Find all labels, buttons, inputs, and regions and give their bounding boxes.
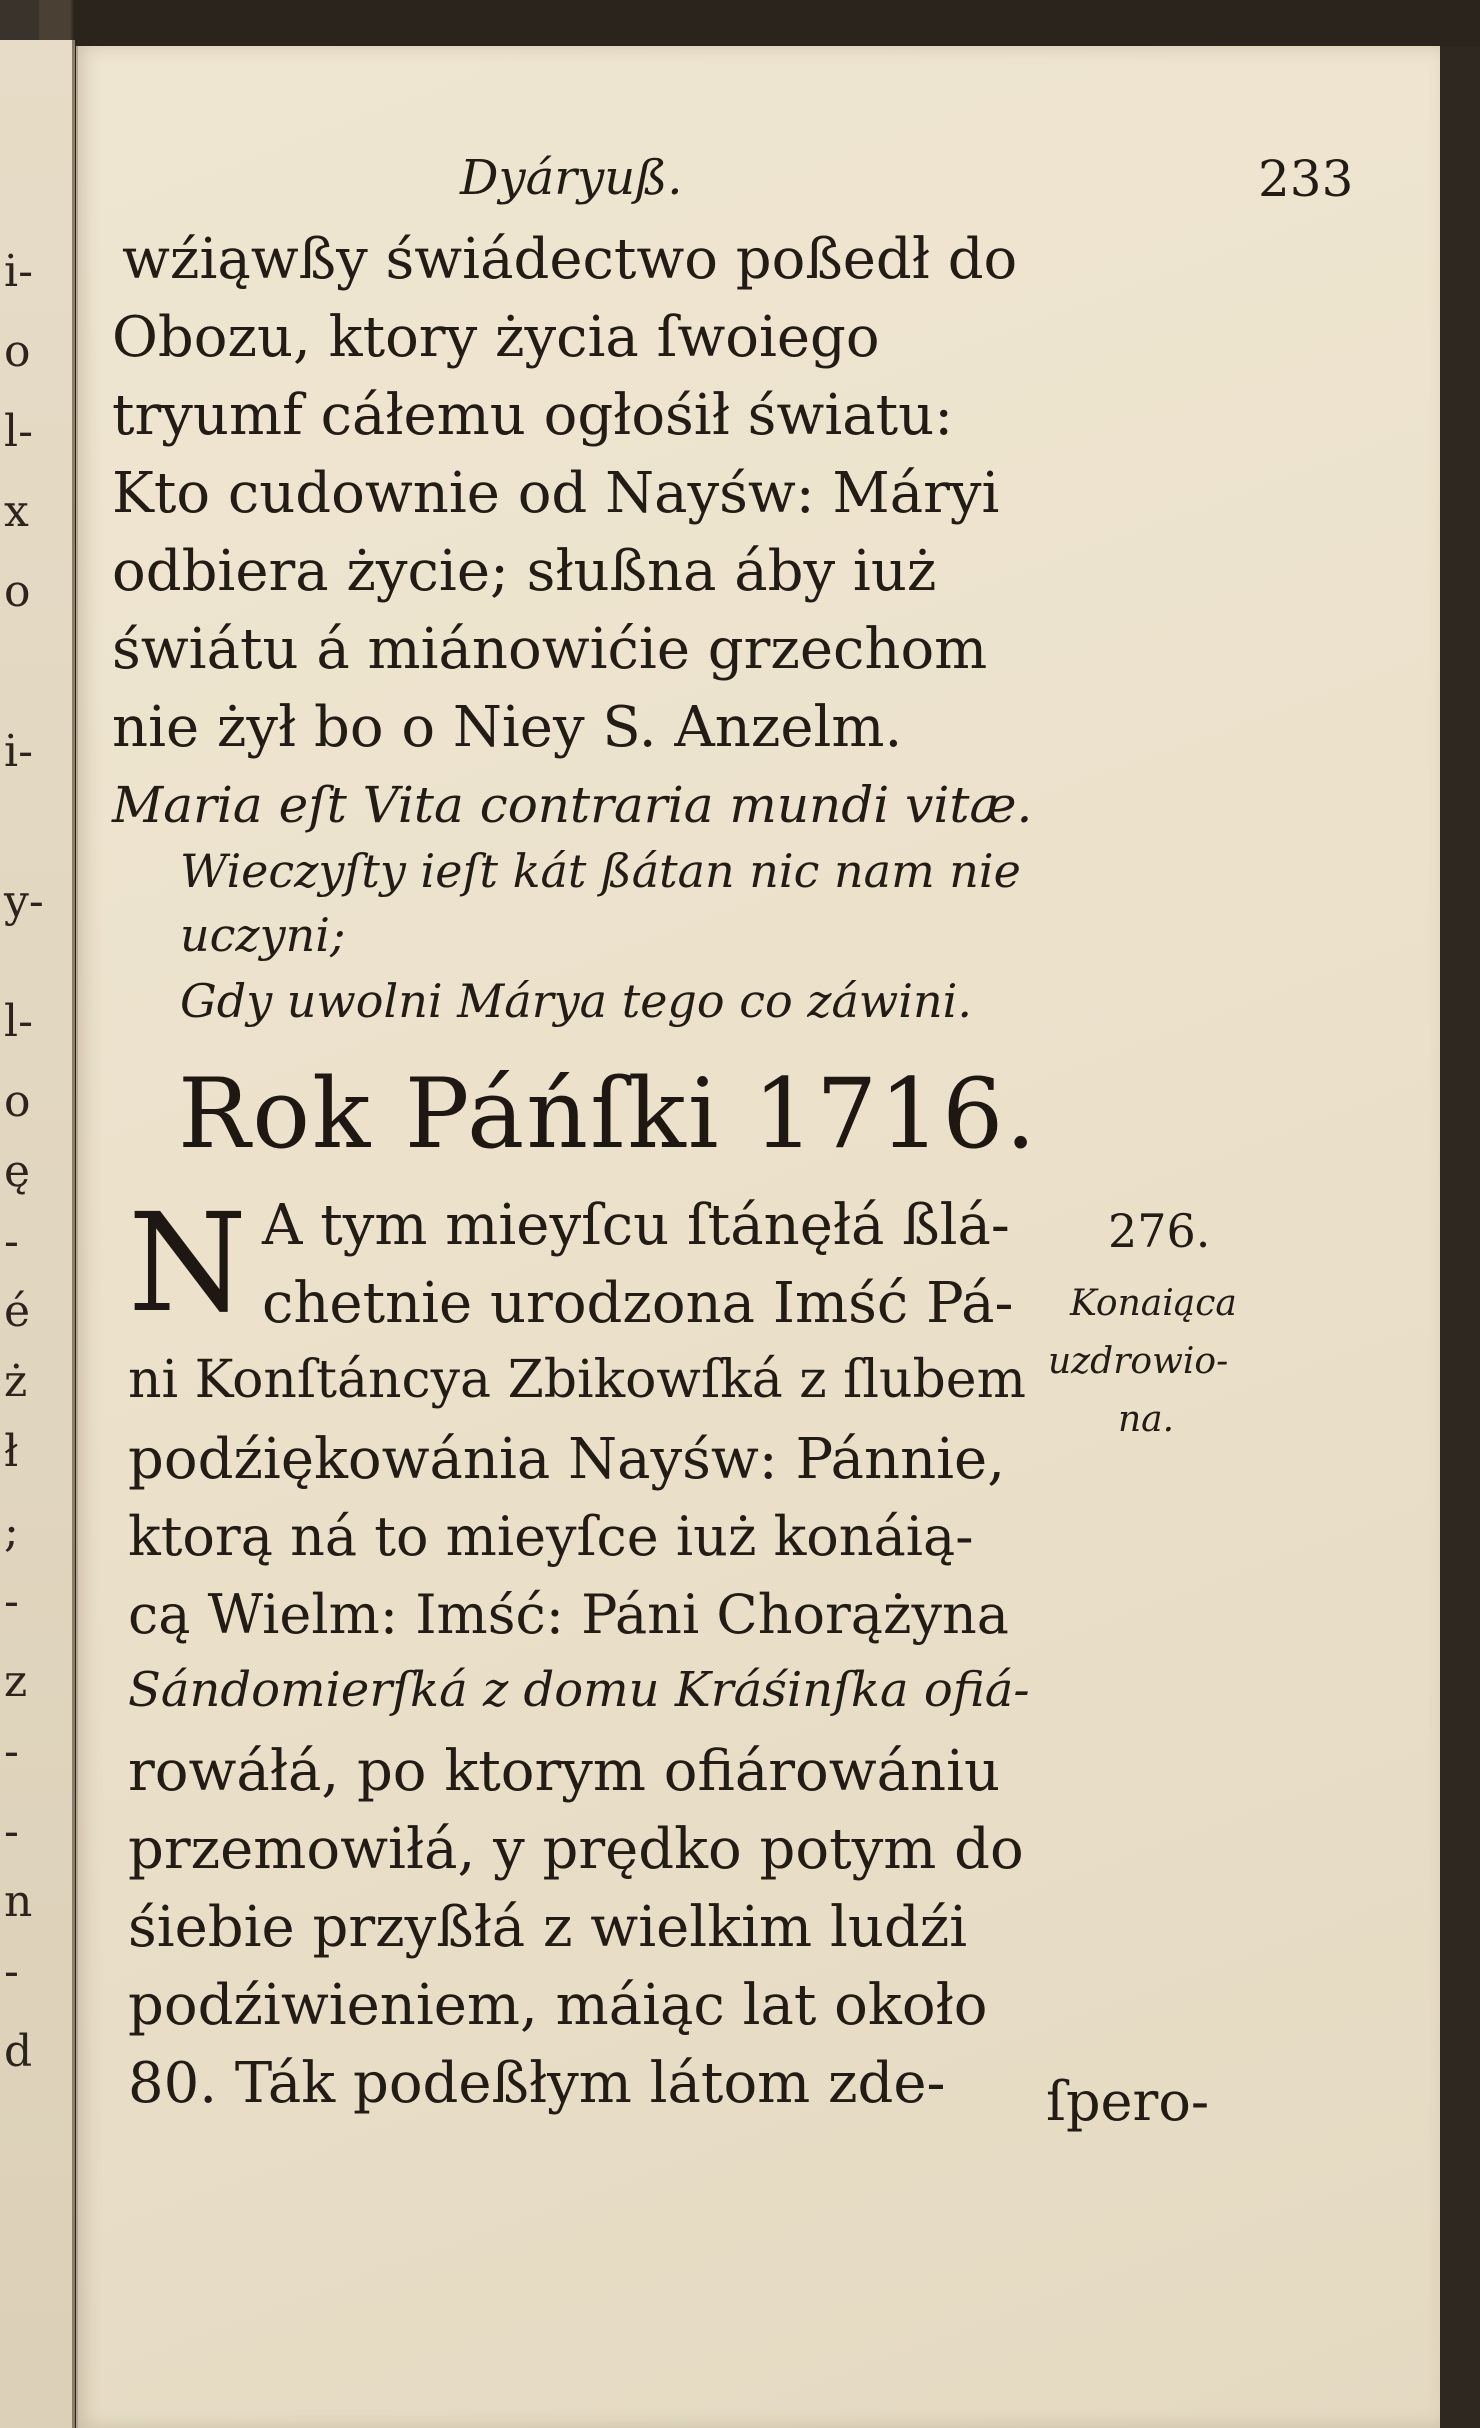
text-line: świátu á miánowićie grzechom (112, 617, 988, 682)
page-number: 233 (1258, 150, 1354, 208)
verse-line: Gdy uwolni Márya tego co záwini. (180, 974, 972, 1028)
prev-page-fragment: d (4, 2026, 33, 2077)
text-line: przemowiłá, y prędko potym do (128, 1817, 1024, 1882)
prev-page-fragment: - (4, 1576, 19, 1627)
text-line: Kto cudownie od Nayśw: Máryi (112, 461, 1000, 526)
text-line: nie żył bo o Niey S. Anzelm. (112, 695, 903, 760)
prev-page-fragment: n (4, 1876, 33, 1927)
prev-page-fragment: - (4, 1216, 19, 1267)
latin-quotation: Maria eſt Vita contraria mundi vitæ. (112, 776, 1033, 834)
prev-page-fragment: - (4, 1726, 19, 1777)
previous-page-edge (0, 40, 75, 2428)
prev-page-fragment: z (4, 1656, 28, 1707)
margin-note-line: uzdrowio- (1048, 1341, 1229, 1382)
prev-page-fragment: o (4, 1076, 31, 1127)
text-line: Obozu, ktory życia ſwoiego (112, 305, 880, 370)
margin-entry-number: 276. (1108, 1204, 1211, 1258)
prev-page-fragment: ę (4, 1146, 31, 1197)
text-line: chetnie urodzona Imść Pá- (262, 1271, 1014, 1336)
catchword: ſpero- (1046, 2070, 1210, 2133)
verse-line: uczyni; (180, 908, 346, 962)
text-line: rowáłá, po ktorym ofiárowániu (128, 1739, 1001, 1804)
page-edge-shadow (1440, 46, 1480, 2428)
text-line: podźiwieniem, máiąc lat około (128, 1973, 988, 2038)
text-line: A tym mieyſcu ſtánęłá ßlá- (262, 1193, 1010, 1258)
drop-capital: N (128, 1185, 247, 1343)
text-line: podźiękowánia Nayśw: Pánnie, (128, 1427, 1005, 1492)
prev-page-fragment: - (4, 1946, 19, 1997)
margin-note-line: na. (1118, 1399, 1175, 1440)
prev-page-fragment: é (4, 1286, 31, 1337)
prev-page-fragment: y- (4, 876, 44, 927)
prev-page-fragment: i- (4, 246, 33, 297)
text-line: wźiąwßy świádectwo poßedł do (122, 227, 1018, 292)
prev-page-fragment: ł (4, 1426, 19, 1477)
running-head: Dyáryuß. (460, 150, 683, 206)
prev-page-fragment: l- (4, 406, 33, 457)
margin-note-line: Konaiąca (1070, 1283, 1237, 1324)
prev-page-fragment: - (4, 1806, 19, 1857)
prev-page-fragment: ż (4, 1356, 28, 1407)
prev-page-fragment: o (4, 566, 31, 617)
text-line: tryumf cáłemu ogłośił światu: (112, 383, 954, 448)
year-heading: Rok Páńſki 1716. (178, 1058, 1038, 1170)
text-line: śiebie przyßłá z wielkim ludźi (128, 1895, 968, 1960)
text-line: ni Konſtáncya Zbikowſká z ſlubem (128, 1350, 1026, 1410)
prev-page-fragment: ; (4, 1506, 19, 1557)
text-line: ktorą ná to mieyſce iuż konáią- (128, 1505, 974, 1568)
prev-page-fragment: i- (4, 726, 33, 777)
prev-page-fragment: o (4, 326, 31, 377)
verse-line: Wieczyſty ieſt kát ßátan nic nam nie (180, 844, 1021, 898)
text-line: odbiera życie; słußna áby iuż (112, 539, 937, 604)
text-line: Sándomierſká z domu Kráśinſka ofiá- (128, 1662, 1030, 1718)
text-line: cą Wielm: Imść: Páni Chorążyna (128, 1583, 1009, 1646)
text-line: 80. Ták podeßłym látom zde- (128, 2051, 946, 2116)
prev-page-fragment: l- (4, 996, 33, 1047)
prev-page-fragment: x (4, 486, 29, 537)
